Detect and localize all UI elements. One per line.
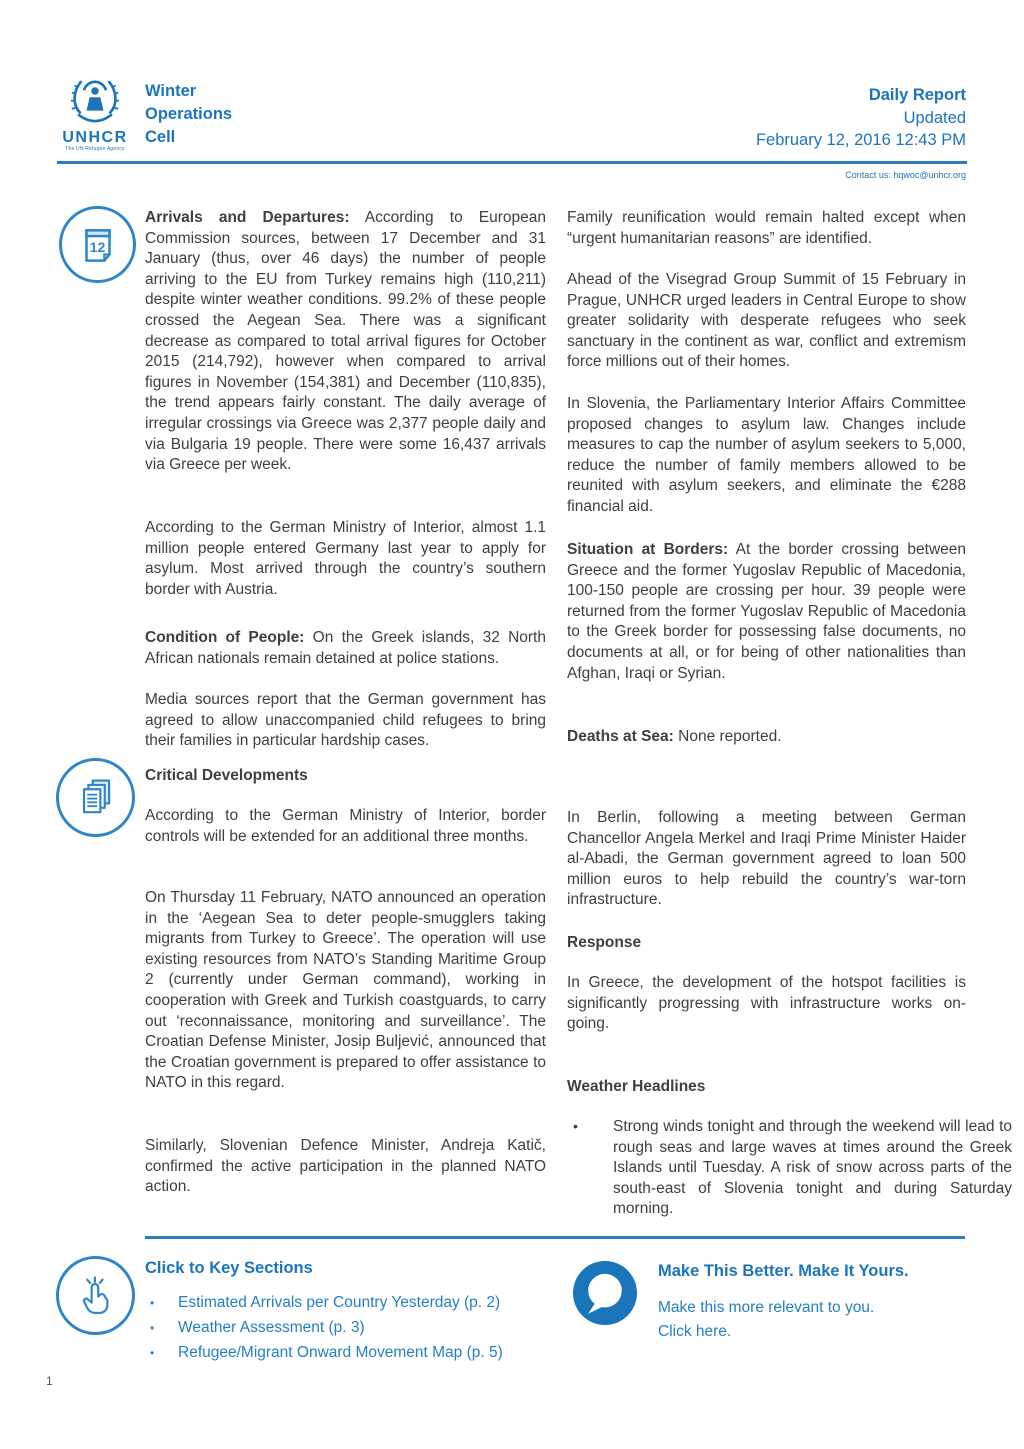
speech-bubble-glyph-icon <box>573 1261 637 1325</box>
paragraph-text: At the border crossing between Greece and the former Yugoslav Republic of Macedonia, 100-150 people are crossing per hour. 39 people were returned from the former Yugoslav Republic of Macedonia to the Greek border for possessing false documents, no documents at all, or for being of other nationalities than Afghan, Iraqi or Syrian. <box>567 541 967 682</box>
heading-response: Response <box>567 934 642 951</box>
paragraph-family-reunification: Family reunification would remain halted except when “urgent humanitarian reasons” are identified. <box>567 209 966 247</box>
calendar-glyph-icon <box>75 222 121 268</box>
weather-bullet-item <box>567 1117 1012 1220</box>
bullet-icon: • <box>150 1346 155 1360</box>
paragraph-text: None reported. <box>678 728 782 745</box>
unit-title <box>145 80 232 149</box>
paragraph-lead: Situation at Borders: <box>567 541 729 558</box>
feedback-click-here-link[interactable]: Click here. <box>658 1323 732 1340</box>
documents-icon <box>56 758 135 837</box>
key-section-link-weather[interactable]: • Weather Assessment (p. 3) <box>145 1315 565 1340</box>
svg-text:12: 12 <box>89 238 105 255</box>
hand-cursor-glyph-icon <box>72 1272 120 1320</box>
footer-divider <box>145 1236 965 1239</box>
page-number: 1 <box>46 1374 53 1388</box>
paragraph-nato-operation: On Thursday 11 February, NATO announced an operation in the ‘Aegean Sea to deter people-smugglers taking migrants from Turkey to Greece’. The operation will use existing resources from NATO’s Standing Maritime Group 2 (currently under German command), working in cooperation with Greek and Turkish coastguards, to carry out ‘reconnaissance, monitoring and surveillance’. The Croatian Defense Minister, Josip Buljević, announced that the Croatian government is prepared to offer assistance to NATO in this regard. <box>145 889 546 1092</box>
feedback-line: Make this more relevant to you. <box>658 1299 875 1316</box>
paragraph-situation-at-borders <box>567 540 966 684</box>
key-title-bold: Key Sections <box>209 1259 313 1277</box>
unhcr-emblem-icon <box>66 74 124 124</box>
bullet-icon: • <box>150 1296 155 1310</box>
heading-weather-headlines: Weather Headlines <box>567 1078 706 1095</box>
key-title-prefix: Click to <box>145 1259 210 1277</box>
bullet-icon: • <box>573 1118 578 1134</box>
contact-email-link[interactable]: Contact us: hqwoc@unhcr.org <box>845 170 966 180</box>
feedback-bubble-icon[interactable] <box>573 1261 637 1325</box>
key-section-link-arrivals[interactable]: • Estimated Arrivals per Country Yesterday (p. 2) <box>145 1290 565 1315</box>
logo-acronym: UNHCR <box>62 129 128 146</box>
paragraph-greece-hotspots: In Greece, the development of the hotspot facilities is significantly progressing with infrastructure works on-going. <box>567 974 966 1033</box>
feedback-lines <box>658 1296 978 1344</box>
calendar-icon <box>59 206 136 283</box>
feedback-block <box>658 1262 978 1344</box>
paragraph-visegrad-summit: Ahead of the Visegrad Group Summit of 15 February in Prague, UNHCR urged leaders in Central Europe to show greater solidarity with desperate refugees who seek sanctuary in the continent as war, conflict and extremism force millions out of their homes. <box>567 271 966 371</box>
paragraph-slovenia-asylum-law: In Slovenia, the Parliamentary Interior Affairs Committee proposed changes to asylum law. Changes include measures to cap the number of asylum seekers to 5,000, reduce the number of family members allowed to be reunited with asylum seekers, and eliminate the €288 financial aid. <box>567 395 966 515</box>
report-datetime: February 12, 2016 12:43 PM <box>755 131 966 149</box>
report-meta <box>756 84 966 152</box>
paragraph-slovenia-nato: Similarly, Slovenian Defence Minister, Andreja Katič, confirmed the active participation in the planned NATO action. <box>145 1137 546 1196</box>
report-updated-label: Updated <box>903 108 966 127</box>
unhcr-logo <box>56 74 134 152</box>
paragraph-deaths-at-sea <box>567 727 966 748</box>
report-title: Daily Report <box>868 86 966 104</box>
key-section-link-movement-map[interactable]: • Refugee/Migrant Onward Movement Map (p. 5) <box>145 1340 565 1365</box>
paragraph-text: On the Greek islands, 32 North African nationals remain detained at police stations. <box>145 629 546 667</box>
bullet-text: Strong winds tonight and through the weekend will lead to rough seas and large waves at times around the Greek Islands until Tuesday. A risk of snow across parts of the south-east of Slovenia tonight and during Saturday morning. <box>613 1118 1012 1218</box>
paragraph-lead: Arrivals and Departures: <box>145 209 350 226</box>
paragraph-media-sources: Media sources report that the German government has agreed to allow unaccompanied child refugees to bring their families in particular hardship cases. <box>145 691 546 750</box>
key-sections-block <box>145 1259 565 1365</box>
header-divider <box>57 161 967 164</box>
unit-line: Cell <box>145 128 176 146</box>
paragraph-arrivals-departures <box>145 208 546 476</box>
paragraph-condition-of-people <box>145 628 546 669</box>
documents-glyph-icon <box>72 774 120 822</box>
paragraph-text: According to European Commission sources, between 17 December and 31 January (thus, over 46 days) the number of people arriving to the EU from Turkey remains high (110,211) despite winter weather conditions. 99.2% of these people crossed the Aegean Sea. There was a significant decrease as compared to total arrival figures for October 2015 (214,792), however when compared to arrival figures in November (154,381) and December (110,835), the trend appears fairly constant. The daily average of irregular crossings via Greece was 2,377 people daily and via Bulgaria 19 people. There were some 16,437 arrivals via Greece per week. <box>145 209 547 474</box>
logo-tagline: The UN Refugee Agency <box>65 146 125 152</box>
unit-line: Winter <box>145 82 197 100</box>
heading-critical-developments: Critical Developments <box>145 767 308 784</box>
bullet-icon: • <box>150 1321 155 1335</box>
key-sections-title <box>145 1259 565 1278</box>
unit-line: Operations <box>145 105 233 123</box>
paragraph-border-controls: According to the German Ministry of Interior, border controls will be extended for an additional three months. <box>145 807 546 845</box>
paragraph-berlin-loan: In Berlin, following a meeting between German Chancellor Angela Merkel and Iraqi Prime Minister Haider al-Abadi, the German government agreed to loan 500 million euros to help rebuild the country’s war-torn infrastructure. <box>567 809 966 909</box>
paragraph-lead: Condition of People: <box>145 629 305 646</box>
paragraph-lead: Deaths at Sea: <box>567 728 674 745</box>
paragraph-germany-asylum: According to the German Ministry of Interior, almost 1.1 million people entered Germany last year to apply for asylum. Most arrived through the country’s southern border with Austria. <box>145 519 546 598</box>
click-hand-icon <box>56 1256 135 1335</box>
feedback-title: Make This Better. Make It Yours. <box>658 1262 909 1280</box>
key-sections-list <box>145 1290 565 1365</box>
